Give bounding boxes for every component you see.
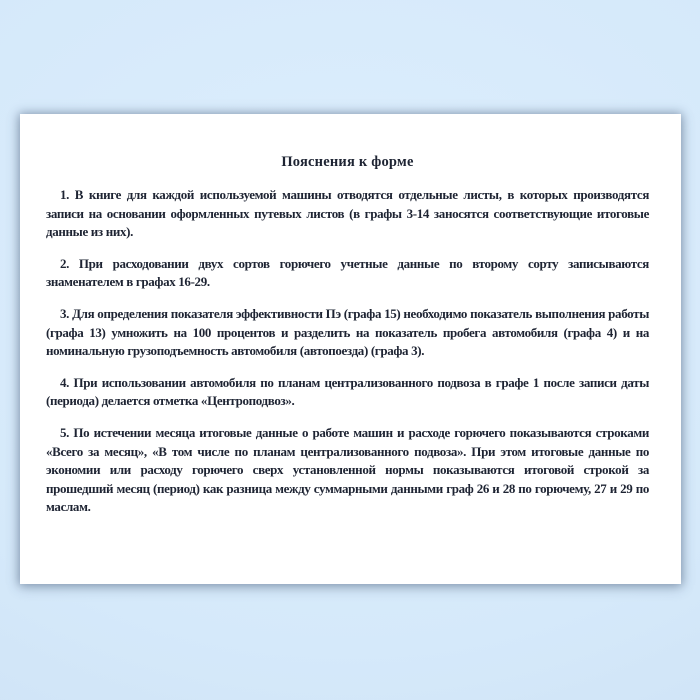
- document-title: Пояснения к форме: [281, 154, 414, 170]
- document-paragraph-5: 5. По истечении месяца итоговые данные о работе машин и расходе горючего показываются строками «Всего за месяц», «В том числе по планам централизованного подвоза». При этом итоговые данные по экономии или расходу горючего сверх установленной нормы показываются итоговой строкой за прошедший месяц (период) как разница между суммарными данными граф 26 и 28 по горючему, 27 и 29 по маслам.: [46, 424, 649, 515]
- document-paragraph-3: 3. Для определения показателя эффективности Пэ (графа 15) необходимо показатель выполнения работы (графа 13) умножить на 100 процентов и разделить на показатель пробега автомобиля (графа 4) и на номинальную грузоподъемность автомобиля (автопоезда) (графа 3).: [46, 305, 649, 359]
- document-paragraph-4: 4. При использовании автомобиля по планам централизованного подвоза в графе 1 после записи даты (периода) делается отметка «Центроподвоз».: [46, 374, 649, 409]
- document-page: [20, 114, 681, 584]
- document-paragraph-2: 2. При расходовании двух сортов горючего учетные данные по второму сорту записываются знаменателем в графах 16-29.: [46, 255, 649, 290]
- document-paragraph-1: 1. В книге для каждой используемой машины отводятся отдельные листы, в которых производятся записи на основании оформленных путевых листов (в графы 3-14 заносятся соответствующие итоговые данные из них).: [46, 187, 649, 240]
